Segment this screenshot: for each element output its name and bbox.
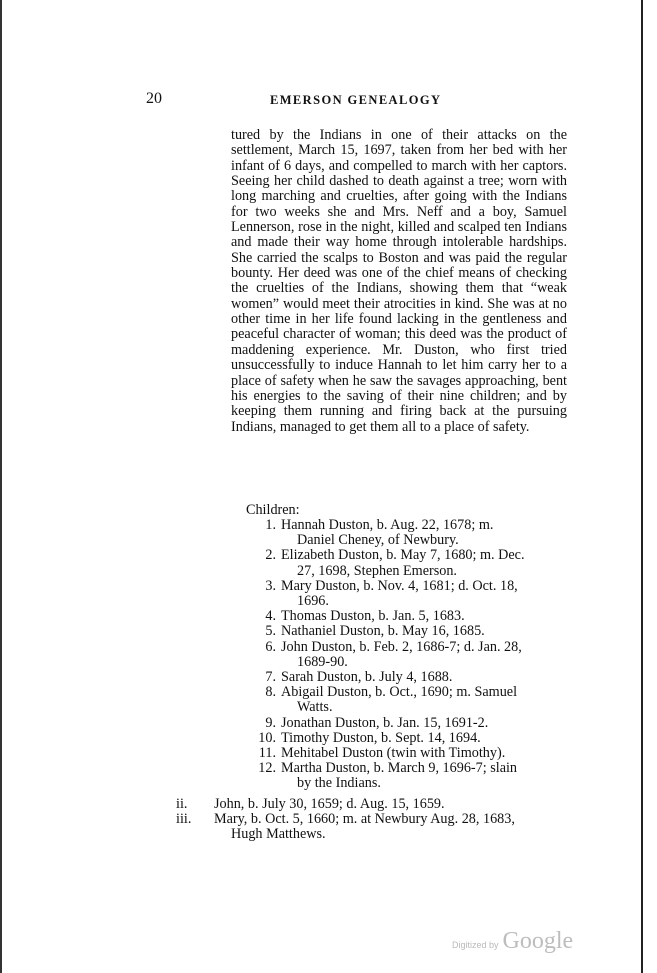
watermark-prefix: Digitized by — [452, 940, 499, 950]
child-text — [281, 670, 571, 685]
child-text-line1: Elizabeth Duston, b. May 7, 1680; m. Dec. — [281, 547, 525, 564]
sibling-text-line1: John, b. July 30, 1659; d. Aug. 15, 1659. — [214, 796, 445, 812]
child-number: 1. — [265, 517, 276, 533]
child-text — [281, 731, 571, 746]
child-text — [281, 640, 571, 670]
child-text-line2: 1689-90. — [297, 653, 348, 670]
child-text — [281, 579, 571, 609]
page-number: 20 — [146, 90, 162, 107]
child-number: 4. — [265, 608, 276, 625]
child-text-line1: Mary Duston, b. Nov. 4, 1681; d. Oct. 18, — [281, 577, 518, 594]
child-number: 2. — [265, 547, 276, 564]
child-text — [281, 548, 571, 578]
page-header — [0, 90, 657, 114]
child-text — [281, 624, 571, 639]
page-left-edge — [0, 0, 2, 973]
child-number: 9. — [265, 714, 276, 731]
child-text-line2: 27, 1698, Stephen Emerson. — [297, 562, 457, 579]
child-text — [281, 716, 571, 731]
digitized-watermark — [452, 928, 573, 955]
child-text-line1: Abigail Duston, b. Oct., 1690; m. Samuel — [281, 684, 518, 701]
sibling-text — [214, 812, 569, 842]
child-number: 11. — [258, 745, 276, 761]
child-text-line2: Watts. — [297, 699, 333, 716]
sibling-text-line1: Mary, b. Oct. 5, 1660; m. at Newbury Aug. 28, 1683, — [214, 811, 515, 828]
child-text — [281, 609, 571, 624]
child-text-line1: Thomas Duston, b. Jan. 5, 1683. — [281, 608, 465, 625]
child-number: 6. — [265, 638, 276, 655]
sibling-text-line2: Hugh Matthews. — [231, 826, 326, 843]
google-logo: Google — [502, 928, 574, 954]
sibling-text — [214, 797, 569, 812]
child-text-line1: Martha Duston, b. March 9, 1696-7; slain — [281, 760, 518, 777]
child-text-line1: Mehitabel Duston (twin with Timothy). — [281, 745, 506, 761]
child-number: 7. — [265, 669, 276, 685]
page-right-edge — [641, 0, 643, 973]
child-number: 12. — [258, 760, 276, 777]
child-text — [281, 761, 571, 791]
children-label: Children: — [246, 502, 300, 518]
child-text-line1: John Duston, b. Feb. 2, 1686-7; d. Jan. 28, — [281, 638, 522, 655]
child-text-line1: Hannah Duston, b. Aug. 22, 1678; m. — [281, 517, 494, 533]
child-text — [281, 746, 571, 761]
child-text-line1: Timothy Duston, b. Sept. 14, 1694. — [281, 729, 481, 746]
child-text-line2: Daniel Cheney, of Newbury. — [297, 532, 459, 549]
body-paragraph: tured by the Indians in one of their attacks on the settlement, March 15, 1697, taken from her bed with her infant of 6 days, and compelled to march with her captors. Seeing her child dashed to death against a tree; worn with long marching and cruelties, after going with the Indians for two weeks she and Mrs. Neff and a boy, Samuel Lennerson, rose in the night, killed and scalped ten Indians and made their way home through intolerable hardships. She carried the scalps to Boston and was paid the regular bounty. Her deed was one of the chief means of checking the cruelties of the Indians, showing them that “weak women” would meet their atrocities in kind. She was at no other time in her life found lacking in the gentleness and peaceful character of woman; this deed was the product of maddening experience. Mr. Duston, who first tried unsuccessfully to induce Hannah to let him carry her to a place of safety when he saw the savages approaching, bent his energies to the saving of their nine children; and by keeping them running and firing back at the pursuing Indians, managed to get them all to a place of safety. — [231, 127, 567, 435]
child-text-line1: Sarah Duston, b. July 4, 1688. — [281, 669, 453, 685]
child-number: 3. — [265, 577, 276, 594]
child-number: 10. — [258, 729, 276, 746]
child-text-line1: Jonathan Duston, b. Jan. 15, 1691-2. — [281, 714, 489, 731]
sibling-number: ii. — [176, 796, 188, 812]
running-head: EMERSON GENEALOGY — [270, 93, 442, 107]
child-number: 5. — [265, 623, 276, 640]
child-text-line1: Nathaniel Duston, b. May 16, 1685. — [281, 623, 485, 640]
child-number: 8. — [265, 684, 276, 701]
child-text — [281, 685, 571, 715]
child-text — [281, 518, 571, 548]
child-text-line2: by the Indians. — [297, 775, 381, 792]
sibling-number: iii. — [176, 811, 192, 828]
child-text-line2: 1696. — [297, 593, 329, 609]
